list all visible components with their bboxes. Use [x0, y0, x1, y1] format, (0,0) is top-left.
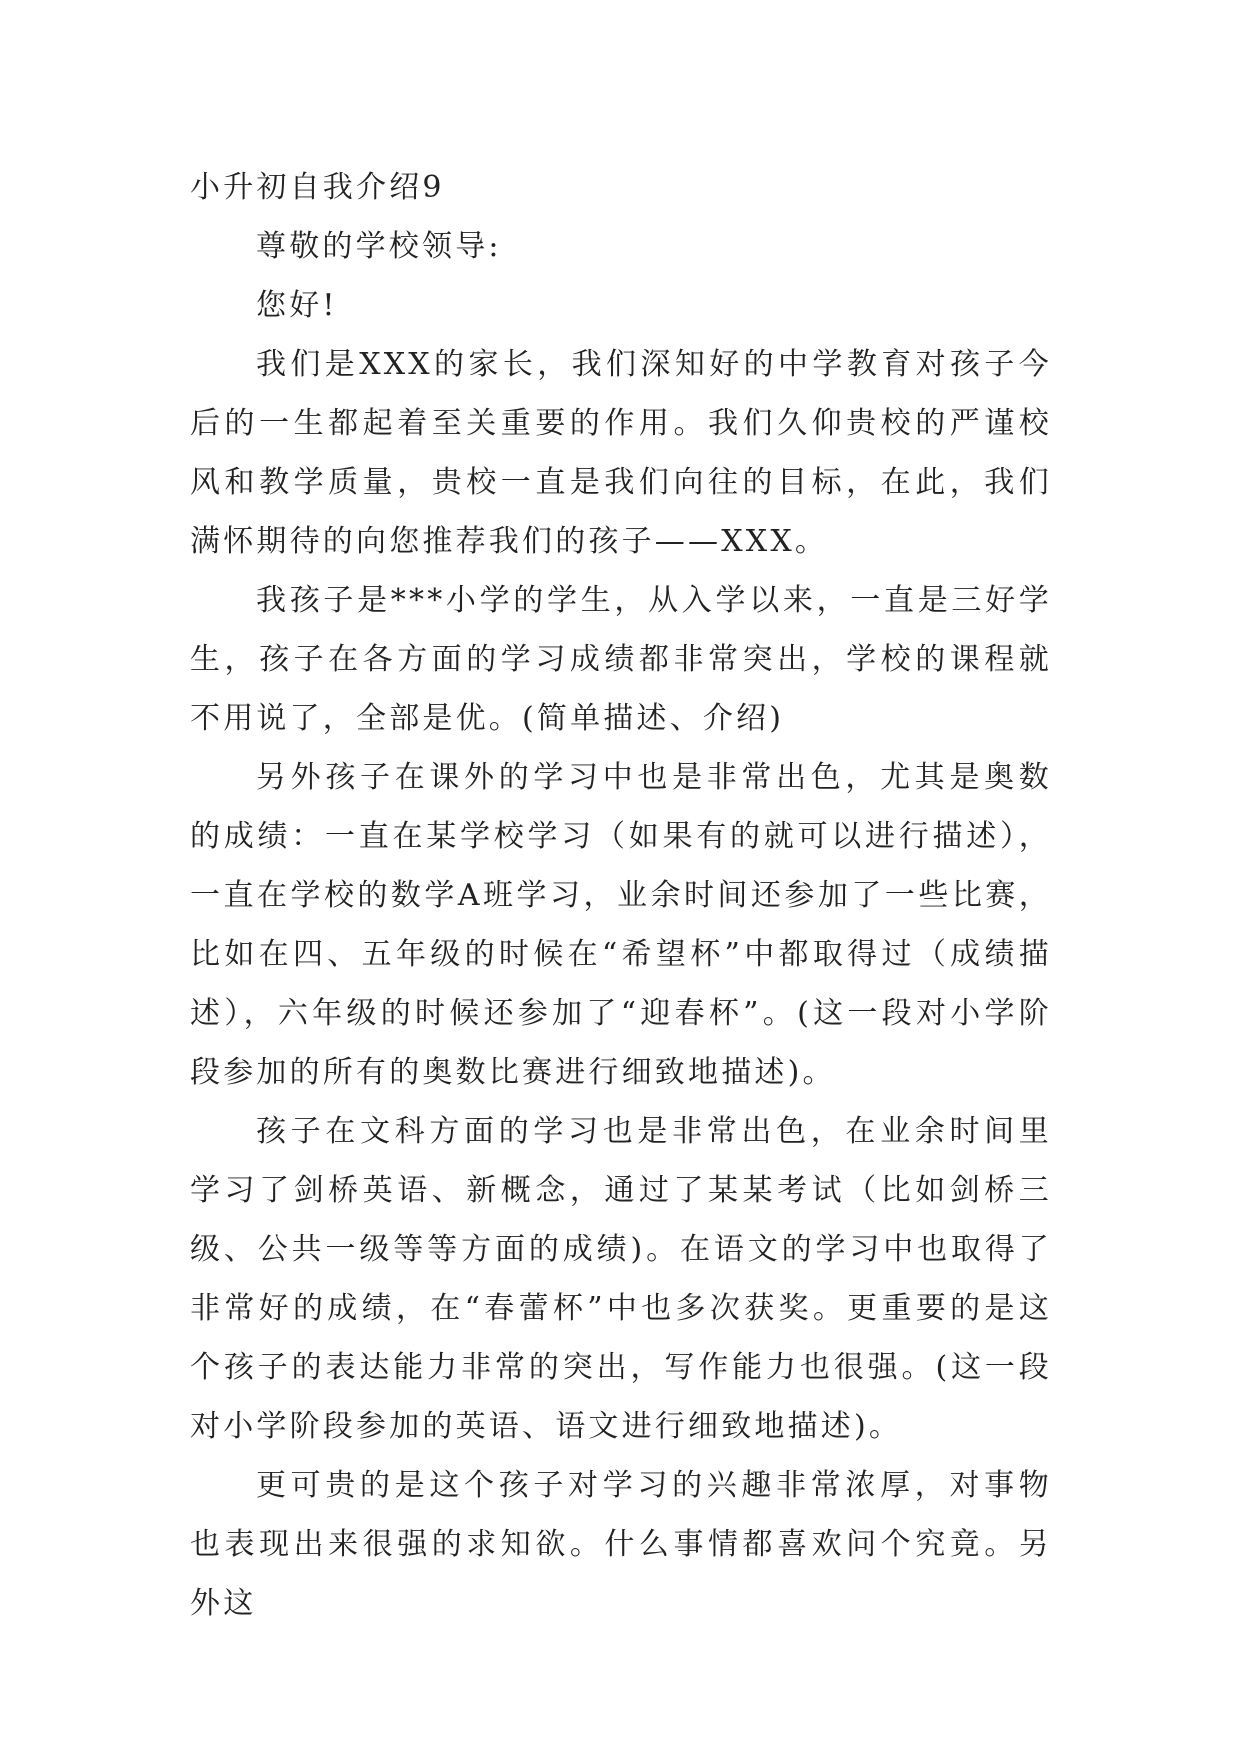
- paragraph-math: 另外孩子在课外的学习中也是非常出色，尤其是奥数的成绩：一直在某学校学习（如果有的就可以进行描述），一直在学校的数学A班学习，业余时间还参加了一些比赛，比如在四、五年级的时候在“希望杯”中都取得过（成绩描述），六年级的时候还参加了“迎春杯”。(这一段对小学阶段参加的所有的奥数比赛进行细致地描述)。: [190, 760, 1052, 1090]
- paragraph-school: 我孩子是***小学的学生，从入学以来，一直是三好学生，孩子在各方面的学习成绩都非常突出，学校的课程就不用说了，全部是优。(简单描述、介绍): [190, 583, 1052, 736]
- paragraph-intro: 我们是XXX的家长，我们深知好的中学教育对孩子今后的一生都起着至关重要的作用。我们久仰贵校的严谨校风和教学质量，贵校一直是我们向往的目标，在此，我们满怀期待的向您推荐我们的孩子——XXX。: [190, 347, 1052, 559]
- document-body: [190, 158, 1052, 1633]
- greeting: 您好!: [256, 288, 338, 323]
- salutation: 尊敬的学校领导:: [256, 229, 502, 264]
- document-title: 小升初自我介绍9: [190, 170, 445, 205]
- paragraph-curiosity: 更可贵的是这个孩子对学习的兴趣非常浓厚，对事物也表现出来很强的求知欲。什么事情都喜欢问个究竟。另外这: [190, 1468, 1052, 1621]
- paragraph-liberal-arts: 孩子在文科方面的学习也是非常出色，在业余时间里学习了剑桥英语、新概念，通过了某某考试（比如剑桥三级、公共一级等等方面的成绩)。在语文的学习中也取得了非常好的成绩，在“春蕾杯”中也多次获奖。更重要的是这个孩子的表达能力非常的突出，写作能力也很强。(这一段对小学阶段参加的英语、语文进行细致地描述)。: [190, 1114, 1052, 1444]
